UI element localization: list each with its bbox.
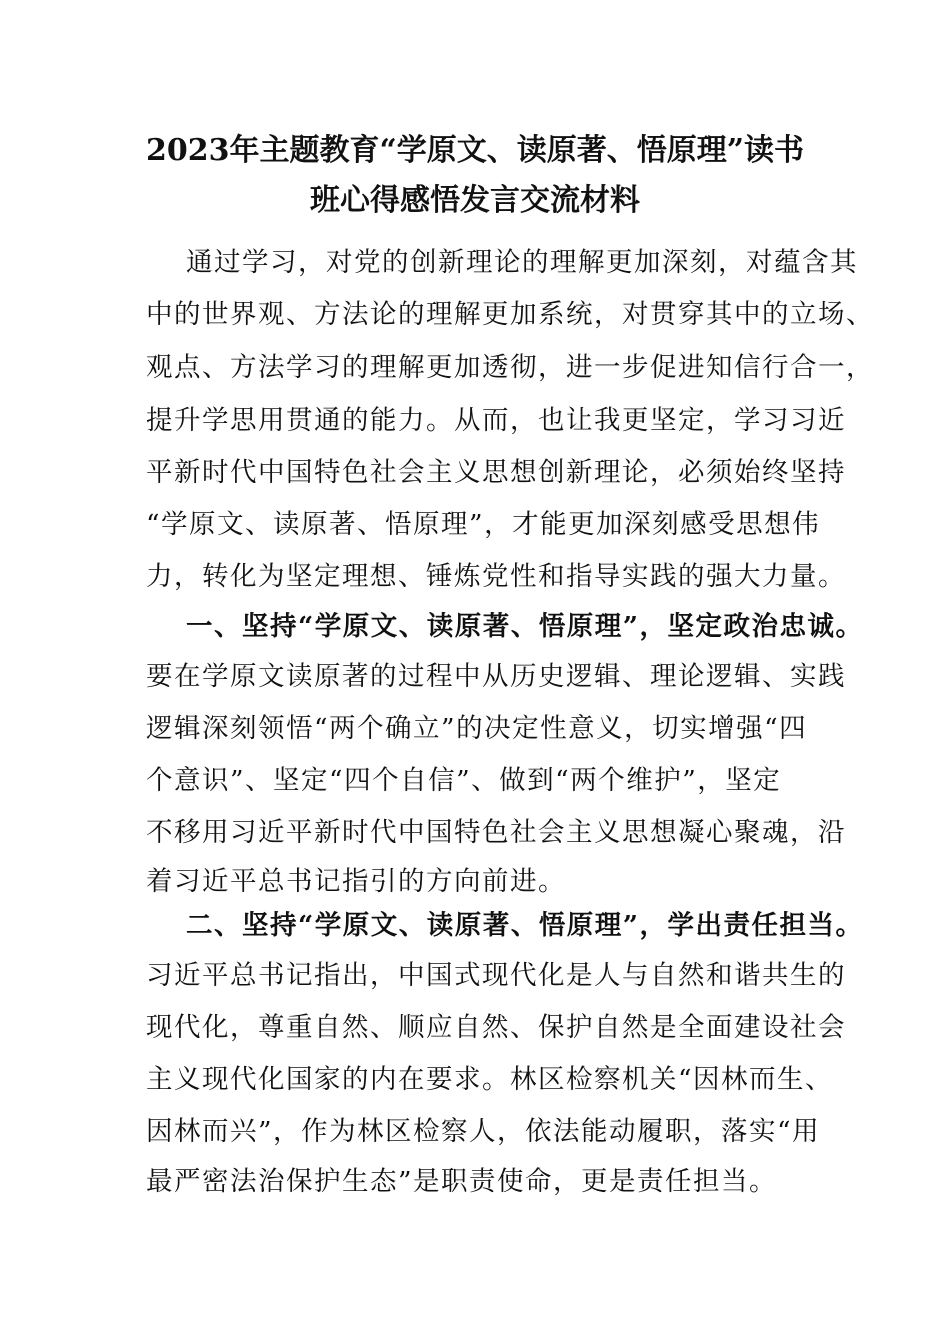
- intro-paragraph-line: 中的世界观、方法论的理解更加系统，对贯穿其中的立场、: [146, 299, 874, 330]
- section-2-heading: 二、坚持“学原文、读原著、悟原理”，学出责任担当。: [186, 910, 864, 941]
- section-2-line: 现代化，尊重自然、顺应自然、保护自然是全面建设社会: [146, 1012, 846, 1043]
- section-2-line: 因林而兴”，作为林区检察人，依法能动履职，落实“用: [146, 1116, 821, 1147]
- intro-paragraph-line: 通过学习，对党的创新理论的理解更加深刻，对蕴含其: [186, 247, 858, 278]
- document-title-line-2: 班心得感悟发言交流材料: [310, 183, 640, 218]
- section-1-line: 不移用习近平新时代中国特色社会主义思想凝心聚魂，沿: [146, 817, 846, 848]
- section-2-line: 最严密法治保护生态”是职责使命，更是责任担当。: [146, 1166, 778, 1197]
- section-1-line: 着习近平总书记指引的方向前进。: [146, 866, 566, 897]
- document-title-line-1: 2023年主题教育“学原文、读原著、悟原理”读书: [145, 133, 804, 168]
- intro-paragraph-line: 力，转化为坚定理想、锤炼党性和指导实践的强大力量。: [146, 561, 846, 592]
- section-1-line: 逻辑深刻领悟“两个确立”的决定性意义，切实增强“四: [146, 713, 808, 744]
- section-2-line: 主义现代化国家的内在要求。林区检察机关“因林而生、: [146, 1064, 834, 1095]
- section-1-line: 个意识”、坚定“四个自信”、做到“两个维护”，坚定: [146, 765, 782, 796]
- intro-paragraph-line: 平新时代中国特色社会主义思想创新理论，必须始终坚持: [146, 457, 846, 488]
- section-1-heading: 一、坚持“学原文、读原著、悟原理”，坚定政治忠诚。: [186, 611, 864, 642]
- section-2-line: 习近平总书记指出，中国式现代化是人与自然和谐共生的: [146, 960, 846, 991]
- section-1-line: 要在学原文读原著的过程中从历史逻辑、理论逻辑、实践: [146, 661, 846, 692]
- intro-paragraph-line: 观点、方法学习的理解更加透彻，进一步促进知信行合一，: [146, 352, 874, 383]
- intro-paragraph-line: 提升学思用贯通的能力。从而，也让我更坚定，学习习近: [146, 405, 846, 436]
- intro-paragraph-line: “学原文、读原著、悟原理”，才能更加深刻感受思想伟: [146, 509, 821, 540]
